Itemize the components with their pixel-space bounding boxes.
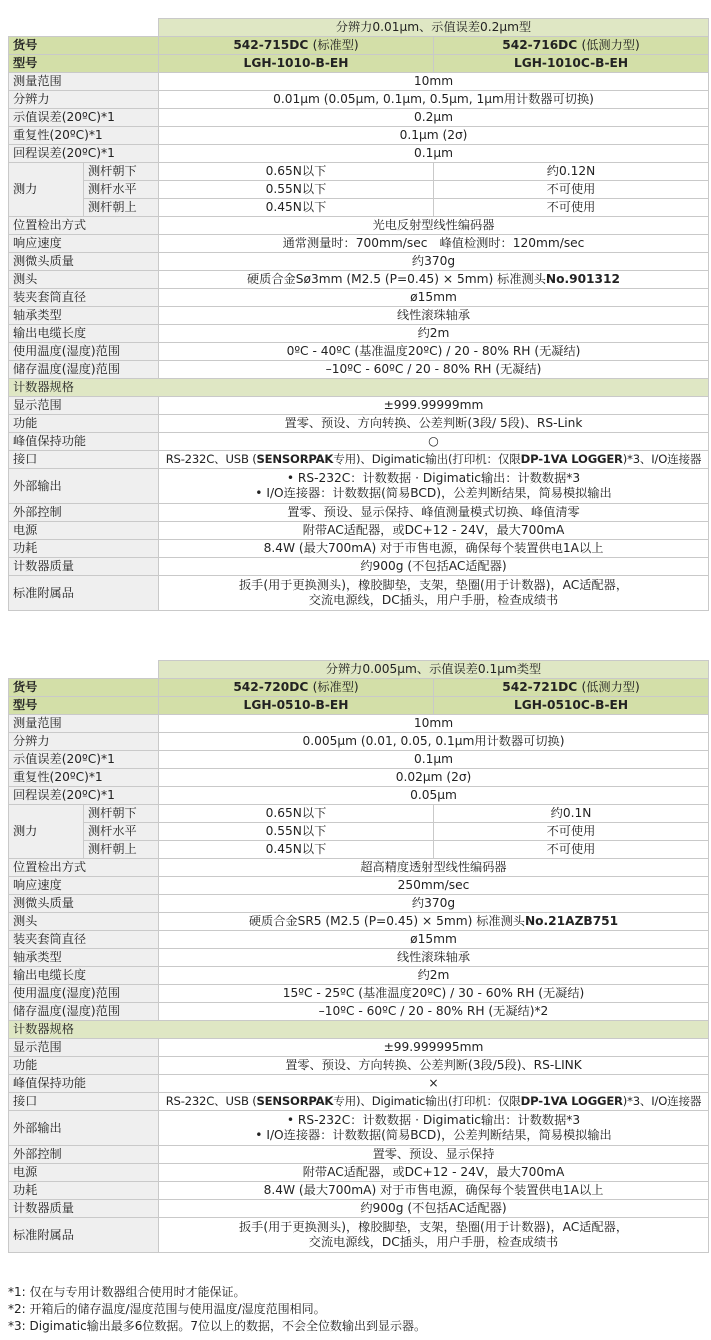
power-value: 附带AC适配器，或DC+12 - 24V，最大700mA	[159, 1164, 709, 1182]
probe-label: 测头	[9, 271, 159, 289]
bearing-value: 线性滚珠轴承	[159, 949, 709, 967]
response-speed-label: 响应速度	[9, 235, 159, 253]
display-range-label: 显示范围	[9, 1039, 159, 1057]
power-label: 电源	[9, 1164, 159, 1182]
consumption-value: 8.4W (最大700mA) 对于市售电源，确保每个装置供电1A以上	[159, 1182, 709, 1200]
footnote-2: *2: 开箱后的储存温度/湿度范围与使用温度/湿度范围相同。	[8, 1302, 326, 1316]
hysteresis-label: 回程误差(20ºC)*1	[9, 787, 159, 805]
detection-label: 位置检出方式	[9, 859, 159, 877]
function-value: 置零、预设、方向转换、公差判断(3段/ 5段)、RS-Link	[159, 415, 709, 433]
force-horizontal-low: 不可使用	[434, 181, 709, 199]
function-label: 功能	[9, 415, 159, 433]
spec-table-2	[8, 660, 709, 1253]
accessories-value: 扳手(用于更换测头)，橡胶脚垫，支架，垫圈(用于计数器)，AC适配器， 交流电源线，DC插头，用户手册，检查成绩书	[159, 576, 709, 611]
head-mass-label: 测微头质量	[9, 895, 159, 913]
spec-table-1	[8, 18, 709, 611]
repeatability-value: 0.02μm (2σ)	[159, 769, 709, 787]
repeatability-value: 0.1μm (2σ)	[159, 127, 709, 145]
power-value: 附带AC适配器，或DC+12 - 24V，最大700mA	[159, 522, 709, 540]
stem-label: 装夹套筒直径	[9, 289, 159, 307]
footnotes	[8, 1284, 426, 1335]
resolution-value: 0.01μm (0.05μm, 0.1μm, 0.5μm, 1μm用计数器可切换)	[159, 91, 709, 109]
power-label: 电源	[9, 522, 159, 540]
stem-value: ø15mm	[159, 289, 709, 307]
force-horizontal-standard: 0.55N以下	[159, 823, 434, 841]
force-horizontal-label: 测杆水平	[84, 181, 159, 199]
order-no-low-force: 542-721DC (低测力型)	[434, 679, 709, 697]
operating-temp-label: 使用温度(湿度)范围	[9, 985, 159, 1003]
detection-value: 光电反射型线性编码器	[159, 217, 709, 235]
detection-value: 超高精度透射型线性编码器	[159, 859, 709, 877]
probe-label: 测头	[9, 913, 159, 931]
counter-mass-value: 约900g (不包括AC适配器)	[159, 558, 709, 576]
bearing-label: 轴承类型	[9, 949, 159, 967]
response-speed-value: 250mm/sec	[159, 877, 709, 895]
range-value: 10mm	[159, 715, 709, 733]
operating-temp-value: 0ºC - 40ºC (基准温度20ºC) / 20 - 80% RH (无凝结)	[159, 343, 709, 361]
interface-label: 接口	[9, 451, 159, 469]
counter-mass-label: 计数器质量	[9, 558, 159, 576]
force-down-standard: 0.65N以下	[159, 805, 434, 823]
model-label: 型号	[9, 55, 159, 73]
peak-hold-value: ×	[159, 1075, 709, 1093]
peak-hold-label: 峰值保持功能	[9, 433, 159, 451]
interface-value: RS-232C、USB (SENSORPAK专用)、Digimatic输出(打印机：仅限DP-1VA LOGGER)*3、I/O连接器	[159, 1093, 709, 1111]
external-output-value: • RS-232C：计数数据 · Digimatic输出：计数数据*3 • I/O连接器：计数数据(简易BCD)，公差判断结果，简易模拟输出	[159, 1111, 709, 1146]
force-down-label: 测杆朝下	[84, 805, 159, 823]
model-standard: LGH-1010-B-EH	[159, 55, 434, 73]
model-low-force: LGH-1010C-B-EH	[434, 55, 709, 73]
force-horizontal-low: 不可使用	[434, 823, 709, 841]
cable-value: 约2m	[159, 967, 709, 985]
variant-band: 分辨力0.005μm、示值误差0.1μm类型	[159, 661, 709, 679]
storage-temp-value: –10ºC - 60ºC / 20 - 80% RH (无凝结)*2	[159, 1003, 709, 1021]
cable-label: 输出电缆长度	[9, 325, 159, 343]
accessories-label: 标准附属品	[9, 576, 159, 611]
force-up-label: 测杆朝上	[84, 199, 159, 217]
function-label: 功能	[9, 1057, 159, 1075]
peak-hold-label: 峰值保持功能	[9, 1075, 159, 1093]
variant-band: 分辨力0.01μm、示值误差0.2μm型	[159, 19, 709, 37]
accuracy-label: 示值误差(20ºC)*1	[9, 109, 159, 127]
operating-temp-value: 15ºC - 25ºC (基准温度20ºC) / 30 - 60% RH (无凝结)	[159, 985, 709, 1003]
order-no-standard: 542-720DC (标准型)	[159, 679, 434, 697]
counter-mass-value: 约900g (不包括AC适配器)	[159, 1200, 709, 1218]
footnote-3: *3: Digimatic输出最多6位数据。7位以上的数据，不会全位数输出到显示器。	[8, 1319, 426, 1333]
order-no-label: 货号	[9, 679, 159, 697]
function-value: 置零、预设、方向转换、公差判断(3段/5段)、RS-LINK	[159, 1057, 709, 1075]
display-range-label: 显示范围	[9, 397, 159, 415]
force-label: 测力	[9, 163, 84, 217]
model-low-force: LGH-0510C-B-EH	[434, 697, 709, 715]
head-mass-value: 约370g	[159, 895, 709, 913]
bearing-label: 轴承类型	[9, 307, 159, 325]
head-mass-label: 测微头质量	[9, 253, 159, 271]
corner-blank	[9, 661, 159, 679]
peak-hold-value: ○	[159, 433, 709, 451]
force-up-label: 测杆朝上	[84, 841, 159, 859]
stem-value: ø15mm	[159, 931, 709, 949]
resolution-label: 分辨力	[9, 733, 159, 751]
order-no-standard: 542-715DC (标准型)	[159, 37, 434, 55]
force-up-standard: 0.45N以下	[159, 841, 434, 859]
counter-section-header: 计数器规格	[9, 1021, 709, 1039]
model-standard: LGH-0510-B-EH	[159, 697, 434, 715]
accuracy-value: 0.2μm	[159, 109, 709, 127]
resolution-label: 分辨力	[9, 91, 159, 109]
force-horizontal-label: 测杆水平	[84, 823, 159, 841]
external-output-label: 外部输出	[9, 469, 159, 504]
accessories-label: 标准附属品	[9, 1218, 159, 1253]
display-range-value: ±99.999995mm	[159, 1039, 709, 1057]
external-output-value: • RS-232C：计数数据 · Digimatic输出：计数数据*3 • I/O连接器：计数数据(简易BCD)，公差判断结果，简易模拟输出	[159, 469, 709, 504]
storage-temp-label: 储存温度(湿度)范围	[9, 361, 159, 379]
order-no-label: 货号	[9, 37, 159, 55]
counter-mass-label: 计数器质量	[9, 1200, 159, 1218]
repeatability-label: 重复性(20ºC)*1	[9, 127, 159, 145]
operating-temp-label: 使用温度(湿度)范围	[9, 343, 159, 361]
force-label: 测力	[9, 805, 84, 859]
force-down-low: 约0.12N	[434, 163, 709, 181]
storage-temp-value: –10ºC - 60ºC / 20 - 80% RH (无凝结)	[159, 361, 709, 379]
display-range-value: ±999.99999mm	[159, 397, 709, 415]
range-label: 测量范围	[9, 73, 159, 91]
corner-blank	[9, 19, 159, 37]
bearing-value: 线性滚珠轴承	[159, 307, 709, 325]
counter-section-header: 计数器规格	[9, 379, 709, 397]
accuracy-label: 示值误差(20ºC)*1	[9, 751, 159, 769]
cable-value: 约2m	[159, 325, 709, 343]
consumption-value: 8.4W (最大700mA) 对于市售电源，确保每个装置供电1A以上	[159, 540, 709, 558]
probe-value: 硬质合金Sø3mm (M2.5 (P=0.45) × 5mm) 标准测头No.901312	[159, 271, 709, 289]
external-control-value: 置零、预设、显示保持	[159, 1146, 709, 1164]
consumption-label: 功耗	[9, 1182, 159, 1200]
model-label: 型号	[9, 697, 159, 715]
external-output-label: 外部输出	[9, 1111, 159, 1146]
consumption-label: 功耗	[9, 540, 159, 558]
force-up-low: 不可使用	[434, 841, 709, 859]
interface-value: RS-232C、USB (SENSORPAK专用)、Digimatic输出(打印机：仅限DP-1VA LOGGER)*3、I/O连接器	[159, 451, 709, 469]
external-control-label: 外部控制	[9, 504, 159, 522]
force-down-standard: 0.65N以下	[159, 163, 434, 181]
footnote-1: *1: 仅在与专用计数器组合使用时才能保证。	[8, 1285, 246, 1299]
probe-value: 硬质合金SR5 (M2.5 (P=0.45) × 5mm) 标准测头No.21AZB751	[159, 913, 709, 931]
hysteresis-label: 回程误差(20ºC)*1	[9, 145, 159, 163]
hysteresis-value: 0.1μm	[159, 145, 709, 163]
storage-temp-label: 储存温度(湿度)范围	[9, 1003, 159, 1021]
detection-label: 位置检出方式	[9, 217, 159, 235]
accessories-value: 扳手(用于更换测头)，橡胶脚垫，支架，垫圈(用于计数器)，AC适配器， 交流电源线，DC插头，用户手册，检查成绩书	[159, 1218, 709, 1253]
hysteresis-value: 0.05μm	[159, 787, 709, 805]
response-speed-label: 响应速度	[9, 877, 159, 895]
range-label: 测量范围	[9, 715, 159, 733]
resolution-value: 0.005μm (0.01, 0.05, 0.1μm用计数器可切换)	[159, 733, 709, 751]
stem-label: 装夹套筒直径	[9, 931, 159, 949]
force-horizontal-standard: 0.55N以下	[159, 181, 434, 199]
force-up-standard: 0.45N以下	[159, 199, 434, 217]
head-mass-value: 约370g	[159, 253, 709, 271]
force-up-low: 不可使用	[434, 199, 709, 217]
response-speed-value: 通常测量时：700mm/sec 峰值检测时：120mm/sec	[159, 235, 709, 253]
repeatability-label: 重复性(20ºC)*1	[9, 769, 159, 787]
accuracy-value: 0.1μm	[159, 751, 709, 769]
external-control-value: 置零、预设、显示保持、峰值测量模式切换、峰值清零	[159, 504, 709, 522]
range-value: 10mm	[159, 73, 709, 91]
cable-label: 输出电缆长度	[9, 967, 159, 985]
order-no-low-force: 542-716DC (低测力型)	[434, 37, 709, 55]
external-control-label: 外部控制	[9, 1146, 159, 1164]
force-down-label: 测杆朝下	[84, 163, 159, 181]
force-down-low: 约0.1N	[434, 805, 709, 823]
interface-label: 接口	[9, 1093, 159, 1111]
